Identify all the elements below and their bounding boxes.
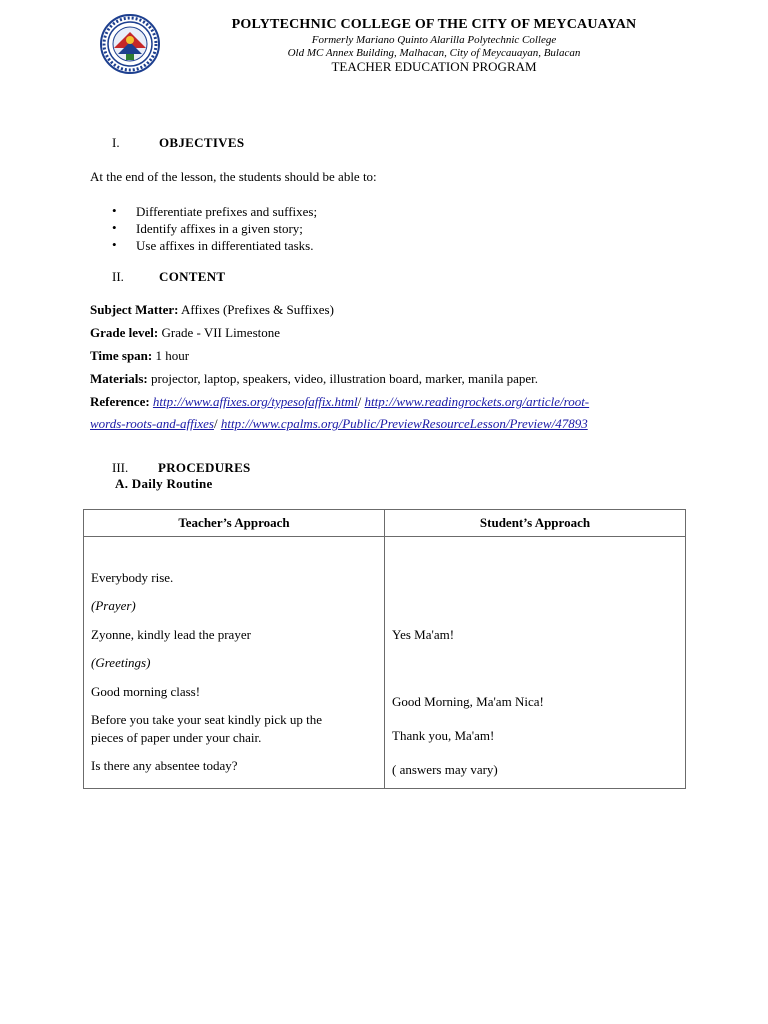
subject-matter-label: Subject Matter: (90, 302, 179, 317)
teacher-line: Zyonne, kindly lead the prayer (91, 627, 251, 642)
section-title-procedures: PROCEDURES (158, 460, 251, 475)
teacher-approach-cell (84, 537, 385, 789)
college-seal-icon (100, 14, 160, 74)
teacher-line: pieces of paper under your chair. (91, 730, 262, 745)
reference-line-continued (90, 416, 588, 432)
time-span-line (90, 348, 189, 364)
student-line: Thank you, Ma'am! (392, 728, 495, 743)
grade-level-label: Grade level: (90, 325, 159, 340)
college-name: POLYTECHNIC COLLEGE OF THE CITY OF MEYCAUAYAN (231, 17, 637, 32)
bullet-icon: • (112, 237, 117, 252)
materials-value: projector, laptop, speakers, video, illustration board, marker, manila paper. (147, 371, 539, 386)
table-row (84, 537, 686, 789)
daily-routine-table (83, 509, 686, 789)
teacher-line: Before you take your seat kindly pick up the (91, 712, 323, 727)
reference-link-cpalms[interactable]: http://www.cpalms.org/Public/PreviewResourceLesson/Preview/47893 (220, 416, 588, 431)
reference-link-readingrockets-cont[interactable]: words-roots-and-affixes (90, 416, 214, 431)
teacher-line: Everybody rise. (91, 570, 174, 585)
subject-matter-line (90, 302, 334, 318)
column-header-student: Student’s Approach (385, 510, 686, 537)
time-span-label: Time span: (90, 348, 153, 363)
teacher-line: (Prayer) (91, 598, 136, 613)
objective-item: Identify affixes in a given story; (136, 221, 303, 236)
time-span-value: 1 hour (152, 348, 190, 363)
teacher-line: Is there any absentee today? (91, 758, 238, 773)
objective-item: Differentiate prefixes and suffixes; (136, 204, 318, 219)
college-address: Old MC Annex Building, Malhacan, City of Meycauayan, Bulacan (287, 47, 581, 59)
grade-level-value: Grade - VII Limestone (158, 325, 281, 340)
student-line: ( answers may vary) (392, 762, 498, 777)
reference-separator: / (357, 394, 362, 409)
section-title-content: CONTENT (159, 269, 226, 284)
objective-item: Use affixes in differentiated tasks. (136, 238, 314, 253)
teacher-line: (Greetings) (91, 655, 151, 670)
reference-link-affixes[interactable]: http://www.affixes.org/typesofaffix.html (152, 394, 358, 409)
table-header-row (84, 510, 686, 537)
teacher-line: Good morning class! (91, 684, 201, 699)
materials-line (90, 371, 538, 387)
reference-label: Reference: (90, 394, 150, 409)
objectives-intro: At the end of the lesson, the students should be able to: (90, 169, 377, 184)
reference-link-readingrockets[interactable]: http://www.readingrockets.org/article/root- (364, 394, 590, 409)
section-number-objectives: I. (112, 135, 120, 150)
student-line: Yes Ma'am! (392, 627, 455, 642)
reference-line (90, 394, 589, 410)
student-approach-cell (385, 537, 686, 789)
college-former-name: Formerly Mariano Quinto Alarilla Polytechnic College (311, 34, 557, 46)
bullet-icon: • (112, 220, 117, 235)
reference-separator: / (213, 416, 218, 431)
section-number-content: II. (112, 269, 124, 284)
subject-matter-value: Affixes (Prefixes & Suffixes) (178, 302, 334, 317)
student-line: Good Morning, Ma'am Nica! (392, 694, 544, 709)
materials-label: Materials: (90, 371, 148, 386)
program-name: TEACHER EDUCATION PROGRAM (331, 59, 537, 74)
bullet-icon: • (112, 203, 117, 218)
section-title-objectives: OBJECTIVES (159, 135, 245, 150)
subsection-daily-routine: A. Daily Routine (115, 476, 213, 491)
grade-level-line (90, 325, 280, 341)
column-header-teacher: Teacher’s Approach (84, 510, 385, 537)
section-number-procedures: III. (112, 460, 129, 475)
